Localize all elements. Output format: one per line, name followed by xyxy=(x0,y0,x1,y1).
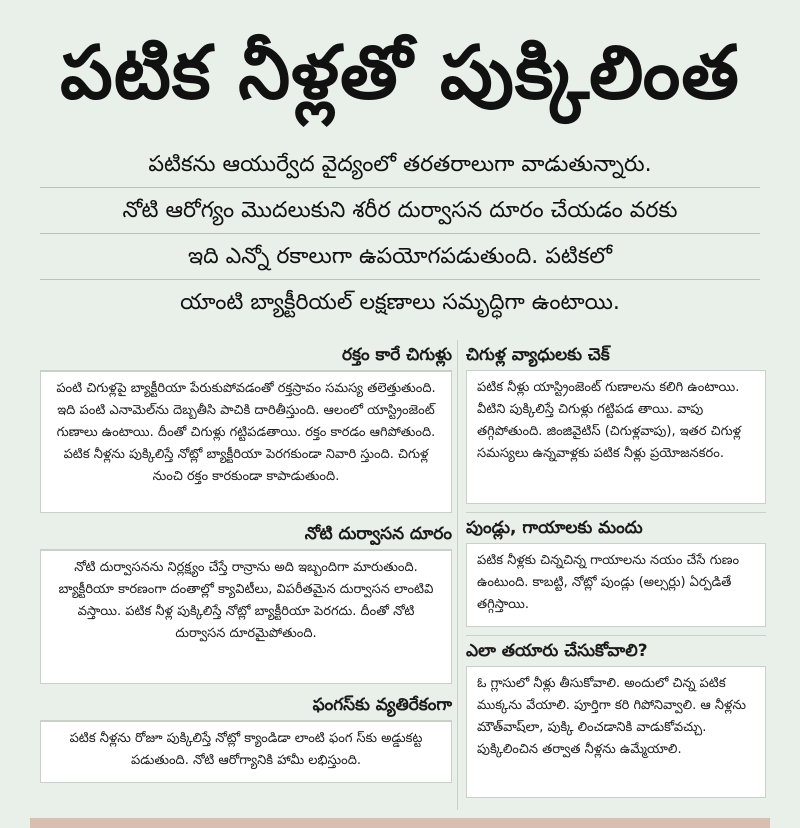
column-divider xyxy=(457,340,458,810)
left-column xyxy=(40,340,452,789)
section-body-wounds xyxy=(466,543,766,627)
section-text: పంటి చిగుళ్లపై బ్యాక్టీరియా పేరుకుపోవడంతో రక్తస్రావం సమస్య తలెత్తుతుంది. ఇది పంటి ఎనామెల్‌ను దెబ్బతీసి పాచికి దారితీస్తుంది. ఆలంలో యాస్ట్రింజెంట్ గుణాలు ఉంటాయి. దీంతో చిగుళ్లు గట్టిపడతాయి. రక్తం కారడం ఆగిపోతుంది. పటిక నీళ్లను పుక్కిలిస్తే నోట్లో బ్యాక్టీరియా పెరగకుండా నివారి స్తుంది. చిగుళ్ల నుంచి రక్తం కారకుండా కాపాడుతుంది. xyxy=(56,381,440,484)
section-heading-bad-breath: నోటి దుర్వాసన దూరం xyxy=(40,519,452,550)
bottom-image-strip xyxy=(30,818,770,828)
section-body-gum-disease xyxy=(466,370,766,504)
section-text: పటిక నీళ్లు యాస్ట్రింజెంట్ గుణాలను కలిగి ఉంటాయి. వీటిని పుక్కిలిస్తే చిగుళ్లు గట్టిపడ తాయి. వాపు తగ్గిపోతుంది. జింజివైటిస్ (చిగుళ్లవాపు), ఇతర చిగుళ్ల సమస్యలు ఉన్నవాళ్లకు పటిక నీళ్లు ప్రయోజనకరం. xyxy=(477,380,746,461)
section-body-antifungal xyxy=(40,721,452,783)
section-text: పటిక నీళ్లకు చిన్నచిన్న గాయాలను నయం చేసే గుణం ఉంటుంది. కాబట్టి, నోట్లో పుండ్లు (అల్సర్లు) ఏర్పడితే తగ్గిస్తాయి. xyxy=(477,553,744,612)
section-body-bleeding-gums xyxy=(40,371,452,513)
section-heading-gum-disease: చిగుళ్ల వ్యాధులకు చెక్ xyxy=(466,345,610,365)
section-heading-how-to-prepare: ఎలా తయారు చేసుకోవాలి? xyxy=(466,635,766,666)
intro-block xyxy=(40,142,760,325)
section-body-how-to-prepare xyxy=(466,666,766,798)
section-body-bad-breath xyxy=(40,550,452,684)
section-text: ఓ గ్లాసులో నీళ్లు తీసుకోవాలి. అందులో చిన్న పటిక ముక్కను వేయాలి. పూర్తిగా కరి గిపోనివ్వాలి. ఆ నీళ్లను మౌత్‌వాష్‌లా, పుక్కి లించడానికి వాడుకోవచ్చు. పుక్కిలించిన తర్వాత నీళ్లను ఉమ్మేయాలి. xyxy=(477,676,751,757)
intro-line: ఇది ఎన్నో రకాలుగా ఉపయోగపడుతుంది. పటికలో xyxy=(40,234,760,280)
section-heading-antifungal: ఫంగస్‌కు వ్యతిరేకంగా xyxy=(40,690,452,721)
intro-line: పటికను ఆయుర్వేద వైద్యంలో తరతరాలుగా వాడుతున్నారు. xyxy=(40,142,760,188)
article-title: పటిక నీళ్లతో పుక్కిలింత xyxy=(60,30,740,116)
intro-line: నోటి ఆరోగ్యం మొదలుకుని శరీర దుర్వాసన దూరం చేయడం వరకు xyxy=(40,188,760,234)
section-text: నోటి దుర్వాసనను నిర్లక్ష్యం చేస్తే రాన్రాను అది ఇబ్బందిగా మారుతుంది. బ్యాక్టీరియా కారణంగా దంతాల్లో క్యావిటీలు, విపరీతమైన దుర్వాసన లాంటివి వస్తాయి. పటిక నీళ్ల పుక్కిలిస్తే నోట్లో బ్యాక్టీరియా పెరగదు. దీంతో నోటి దుర్వాసన దూరమైపోతుంది. xyxy=(58,560,438,641)
section-text: పటిక నీళ్లను రోజూ పుక్కిలిస్తే నోట్లో క్యాండిడా లాంటి ఫంగ స్‌కు అడ్డుకట్ట పడుతుంది. నోటి ఆరోగ్యానికి హామీ లభిస్తుంది. xyxy=(69,731,427,768)
section-heading-wounds: పుండ్లు, గాయాలకు మందు xyxy=(466,512,766,543)
right-column xyxy=(466,340,766,806)
intro-line: యాంటి బ్యాక్టీరియల్ లక్షణాలు సమృద్ధిగా ఉంటాయి. xyxy=(180,290,620,315)
section-heading-bleeding-gums: రక్తం కారే చిగుళ్లు xyxy=(40,340,452,371)
